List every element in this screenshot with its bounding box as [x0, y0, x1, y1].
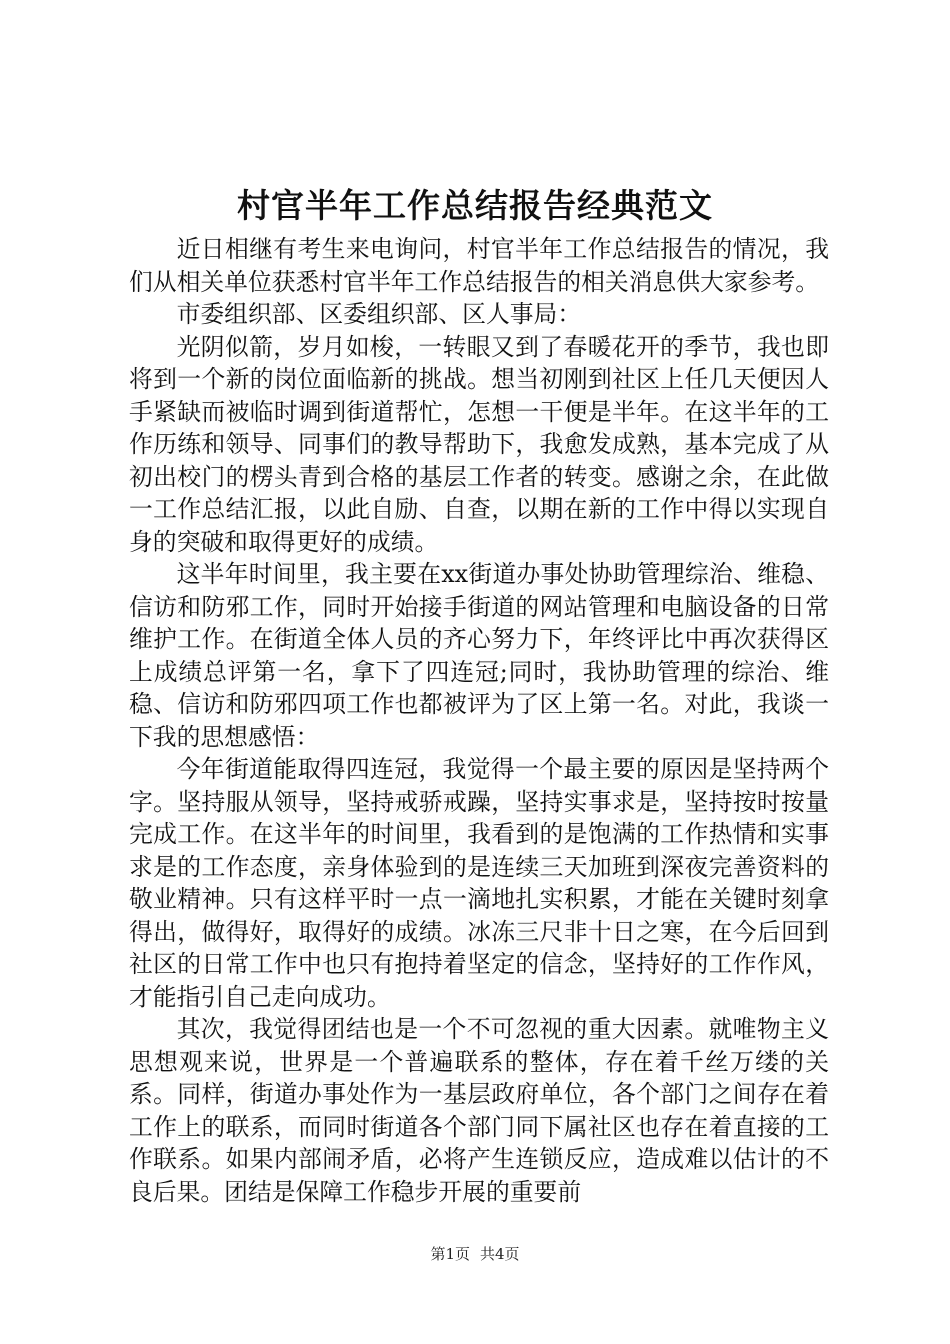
paragraph-salutation: 市委组织部、区委组织部、区人事局：: [176, 300, 582, 328]
paragraph-work-summary: 这半年时间里，我主要在xx街道办事处协助管理综治、维稳、信访和防邪工作，同时开始接手街道的网站管理和电脑设备的日常维护工作。在街道全体人员的齐心努力下，年终评比中再次获得区上成绩总评第一名，拿下了四连冠;同时，我协助管理的综治、维稳、信访和防邪四项工作也都被评为了区上第一名。对此，我谈一下我的思想感悟：: [129, 560, 829, 751]
page-total: 共4页: [480, 1245, 520, 1263]
page-footer: [0, 1244, 950, 1264]
paragraph-persistence: 今年街道能取得四连冠，我觉得一个最主要的原因是坚持两个字。坚持服从领导，坚持戒骄戒躁，坚持实事求是，坚持按时按量完成工作。在这半年的时间里，我看到的是饱满的工作热情和实事求是的工作态度，亲身体验到的是连续三天加班到深夜完善资料的敬业精神。只有这样平时一点一滴地扎实积累，才能在关键时刻拿得出，做得好，取得好的成绩。冰冻三尺非十日之寒，在今后回到社区的日常工作中也只有抱持着坚定的信念，坚持好的工作作风，才能指引自己走向成功。: [129, 755, 829, 1011]
page-number: 第1页: [430, 1245, 470, 1263]
document-title: 村官半年工作总结报告经典范文: [237, 186, 713, 225]
document-body: [129, 233, 829, 1208]
paragraph-opening: 光阴似箭，岁月如梭，一转眼又到了春暖花开的季节，我也即将到一个新的岗位面临新的挑战。想当初刚到社区上任几天便因人手紧缺而被临时调到街道帮忙，怎想一干便是半年。在这半年的工作历练和领导、同事们的教导帮助下，我愈发成熟，基本完成了从初出校门的楞头青到合格的基层工作者的转变。感谢之余，在此做一工作总结汇报，以此自励、自查，以期在新的工作中得以实现自身的突破和取得更好的成绩。: [129, 332, 829, 556]
paragraph-intro: 近日相继有考生来电询问，村官半年工作总结报告的情况，我们从相关单位获悉村官半年工作总结报告的相关消息供大家参考。: [129, 235, 829, 296]
paragraph-unity: 其次，我觉得团结也是一个不可忽视的重大因素。就唯物主义思想观来说，世界是一个普遍联系的整体，存在着千丝万缕的关系。同样，街道办事处作为一基层政府单位，各个部门之间存在着工作上的联系，而同时街道各个部门同下属社区也存在着直接的工作联系。如果内部闹矛盾，必将产生连锁反应，造成难以估计的不良后果。团结是保障工作稳步开展的重要前: [129, 1015, 829, 1206]
